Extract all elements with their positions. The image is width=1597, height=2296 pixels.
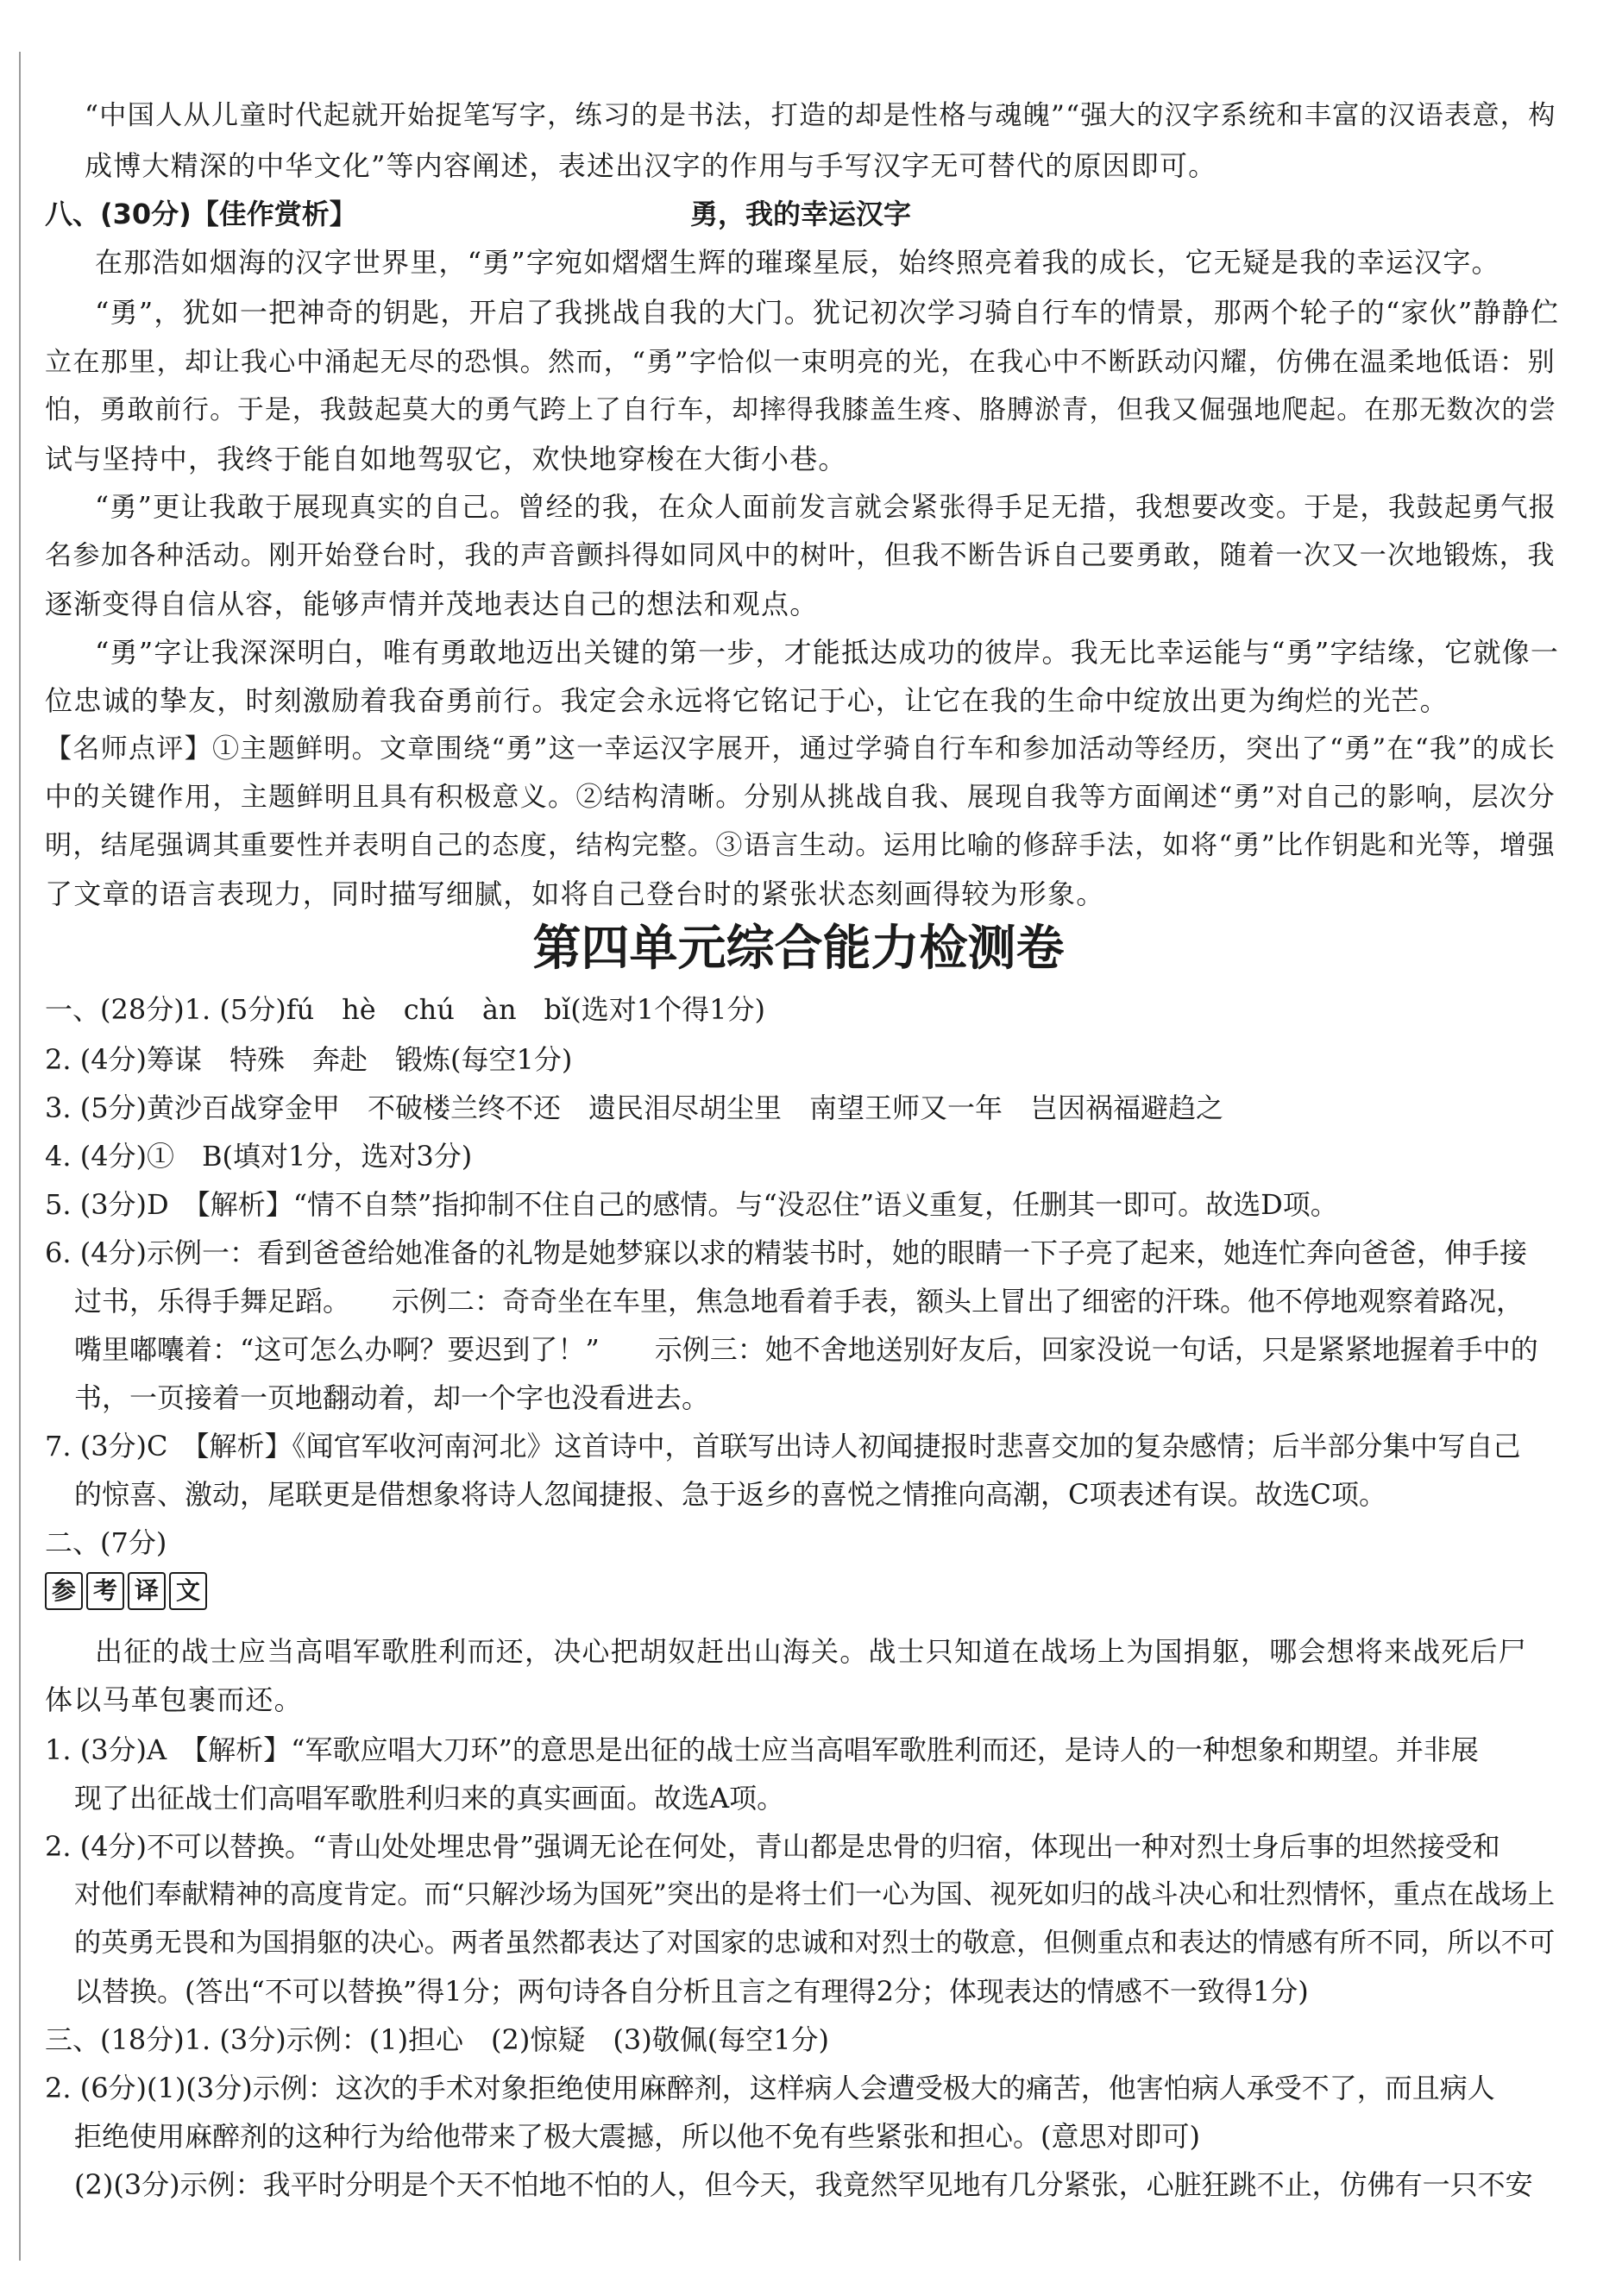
essay-paragraph-2-line-3: 怕，勇敢前行。于是，我鼓起莫大的勇气跨上了自行车，却摔得我膝盖生疼、胳膊淤青，但我又倔强地爬起。在那无数次的尝 xyxy=(45,395,1557,425)
teacher-comment-line-3: 明，结尾强调其重要性并表明自己的态度，结构完整。③语言生动。运用比喻的修辞手法，如将“勇”比作钥匙和光等，增强 xyxy=(45,830,1556,861)
part1-q6-line-3: 嘴里嘟囔着：“这可怎么办啊？要迟到了！” 示例三：她不舍地送别好友后，回家没说一句话，只是紧紧地握着手中的 xyxy=(74,1333,1538,1366)
part1-q6-line-2: 过书，乐得手舞足蹈。 示例二：奇奇坐在车里，焦急地看着手表，额头上冒出了细密的汗珠。他不停地观察着路况， xyxy=(74,1285,1525,1318)
translation-line-2: 体以马革包裹而还。 xyxy=(45,1683,303,1716)
essay-title: 勇，我的幸运汉字 xyxy=(690,198,912,230)
teacher-comment-line-1: 【名师点评】①主题鲜明。文章围绕“勇”这一幸运汉字展开，通过学骑自行车和参加活动等经历，突出了“勇”在“我”的成长 xyxy=(45,733,1556,764)
part1-q4: 4. (4分)① B(填对1分，选对3分) xyxy=(45,1140,473,1173)
part3-q2-line-1: 2. (6分)(1)(3分)示例：这次的手术对象拒绝使用麻醉剂，这样病人会遭受极大的痛苦，他害怕病人承受不了，而且病人 xyxy=(45,2072,1495,2104)
part1-q7-line-2: 的惊喜、激动，尾联更是借想象将诗人忽闻捷报、急于返乡的喜悦之情推向高潮，C项表述有误。故选C项。 xyxy=(74,1478,1386,1511)
section-8-label: 八、(30分)【佳作赏析】 xyxy=(45,198,357,230)
teacher-comment-line-2: 中的关键作用，主题鲜明且具有积极意义。②结构清晰。分别从挑战自我、展现自我等方面阐述“勇”对自己的影响，层次分 xyxy=(45,782,1556,813)
part2-q2-line-4: 以替换。(答出“不可以替换”得1分；两句诗各自分析且言之有理得2分；体现表达的情感不一致得1分) xyxy=(74,1975,1309,2008)
essay-paragraph-2-line-1: “勇”，犹如一把神奇的钥匙，开启了我挑战自我的大门。犹记初次学习骑自行车的情景，那两个轮子的“家伙”静静伫 xyxy=(95,296,1560,329)
part2-q2-line-2: 对他们奉献精神的高度肯定。而“只解沙场为国死”突出的是将士们一心为国、视死如归的战斗决心和壮烈情怀，重点在战场上 xyxy=(74,1879,1556,1910)
essay-paragraph-4-line-2: 位忠诚的挚友，时刻激励着我奋勇前行。我定会永远将它铭记于心，让它在我的生命中绽放出更为绚烂的光芒。 xyxy=(45,684,1449,717)
part1-q2: 2. (4分)筹谋 特殊 奔赴 锻炼(每空1分) xyxy=(45,1043,573,1076)
part1-q3: 3. (5分)黄沙百战穿金甲 不破楼兰终不还 遗民泪尽胡尘里 南望王师又一年 岂因祸福避趋之 xyxy=(45,1091,1224,1124)
teacher-comment-line-4: 了文章的语言表现力，同时描写细腻，如将自己登台时的紧张状态刻画得较为形象。 xyxy=(45,878,1105,910)
badge-char: 参 xyxy=(45,1572,83,1610)
essay-paragraph-3-line-1: “勇”更让我敢于展现真实的自己。曾经的我，在众人面前发言就会紧张得手足无措，我想要改变。于是，我鼓起勇气报 xyxy=(95,492,1557,523)
margin-rule xyxy=(19,52,21,2261)
part3-q2-line-3: (2)(3分)示例：我平时分明是个天不怕地不怕的人，但今天，我竟然罕见地有几分紧张，心脏狂跳不止，仿佛有一只不安 xyxy=(74,2168,1533,2201)
reference-translation-badge xyxy=(45,1572,207,1610)
part3-q1: 三、(18分)1. (3分)示例：(1)担心 (2)惊疑 (3)敬佩(每空1分) xyxy=(45,2023,830,2056)
part2-q1-line-2: 现了出征战士们高唱军歌胜利归来的真实画面。故选A项。 xyxy=(74,1782,785,1815)
part3-q2-line-2: 拒绝使用麻醉剂的这种行为给他带来了极大震撼，所以他不免有些紧张和担心。(意思对即可) xyxy=(74,2120,1200,2153)
part2-q2-line-1: 2. (4分)不可以替换。“青山处处埋忠骨”强调无论在何处，青山都是忠骨的归宿，体现出一种对烈士身后事的坦然接受和 xyxy=(45,1830,1500,1863)
badge-char: 考 xyxy=(86,1572,124,1610)
badge-char: 译 xyxy=(128,1572,166,1610)
intro-line-1: “中国人从儿童时代起就开始捉笔写字，练习的是书法，打造的却是性格与魂魄”“强大的汉字系统和丰富的汉语表意，构 xyxy=(85,100,1556,131)
translation-line-1: 出征的战士应当高唱军歌胜利而还，决心把胡奴赶出山海关。战士只知道在战场上为国捐躯，哪会想将来战死后尸 xyxy=(95,1635,1528,1668)
part1-q7-line-1: 7. (3分)C 【解析】《闻官军收河南河北》这首诗中，首联写出诗人初闻捷报时悲喜交加的复杂感情；后半部分集中写自己 xyxy=(45,1430,1521,1463)
badge-char: 文 xyxy=(169,1572,207,1610)
part1-q6-line-4: 书，一页接着一页地翻动着，却一个字也没看进去。 xyxy=(74,1381,710,1414)
part2-q2-line-3: 的英勇无畏和为国捐躯的决心。两者虽然都表达了对国家的忠诚和对烈士的敬意，但侧重点和表达的情感有所不同，所以不可 xyxy=(74,1928,1556,1959)
part2-label: 二、(7分) xyxy=(45,1526,167,1559)
essay-paragraph-2-line-2: 立在那里，却让我心中涌起无尽的恐惧。然而，“勇”字恰似一束明亮的光，在我心中不断跃动闪耀，仿佛在温柔地低语：别 xyxy=(45,347,1556,378)
essay-paragraph-2-line-4: 试与坚持中，我终于能自如地驾驭它，欢快地穿梭在大街小巷。 xyxy=(45,443,847,475)
part2-q1-line-1: 1. (3分)A 【解析】“军歌应唱大刀环”的意思是出征的战士应当高唱军歌胜利而还，是诗人的一种想象和期望。并非展 xyxy=(45,1733,1479,1766)
part1-q1: 一、(28分)1. (5分)fú hè chú àn bǐ(选对1个得1分) xyxy=(45,993,765,1026)
part1-q6-line-1: 6. (4分)示例一：看到爸爸给她准备的礼物是她梦寐以求的精装书时，她的眼睛一下子亮了起来，她连忙奔向爸爸，伸手接 xyxy=(45,1236,1528,1269)
intro-line-2: 成博大精深的中华文化”等内容阐述，表述出汉字的作用与手写汉字无可替代的原因即可。 xyxy=(85,149,1217,182)
essay-paragraph-4-line-1: “勇”字让我深深明白，唯有勇敢地迈出关键的第一步，才能抵达成功的彼岸。我无比幸运能与“勇”字结缘，它就像一 xyxy=(95,636,1560,669)
unit-test-title: 第四单元综合能力检测卷 xyxy=(532,921,1065,977)
essay-paragraph-3-line-3: 逐渐变得自信从容，能够声情并茂地表达自己的想法和观点。 xyxy=(45,588,819,620)
essay-paragraph-3-line-2: 名参加各种活动。刚开始登台时，我的声音颤抖得如同风中的树叶，但我不断告诉自己要勇敢，随着一次又一次地锻炼，我 xyxy=(45,540,1556,571)
part1-q5: 5. (3分)D 【解析】“情不自禁”指抑制不住自己的感情。与“没忍住”语义重复，任删其一即可。故选D项。 xyxy=(45,1188,1338,1221)
essay-paragraph-1: 在那浩如烟海的汉字世界里，“勇”字宛如熠熠生辉的璀璨星辰，始终照亮着我的成长，它无疑是我的幸运汉字。 xyxy=(95,246,1500,279)
